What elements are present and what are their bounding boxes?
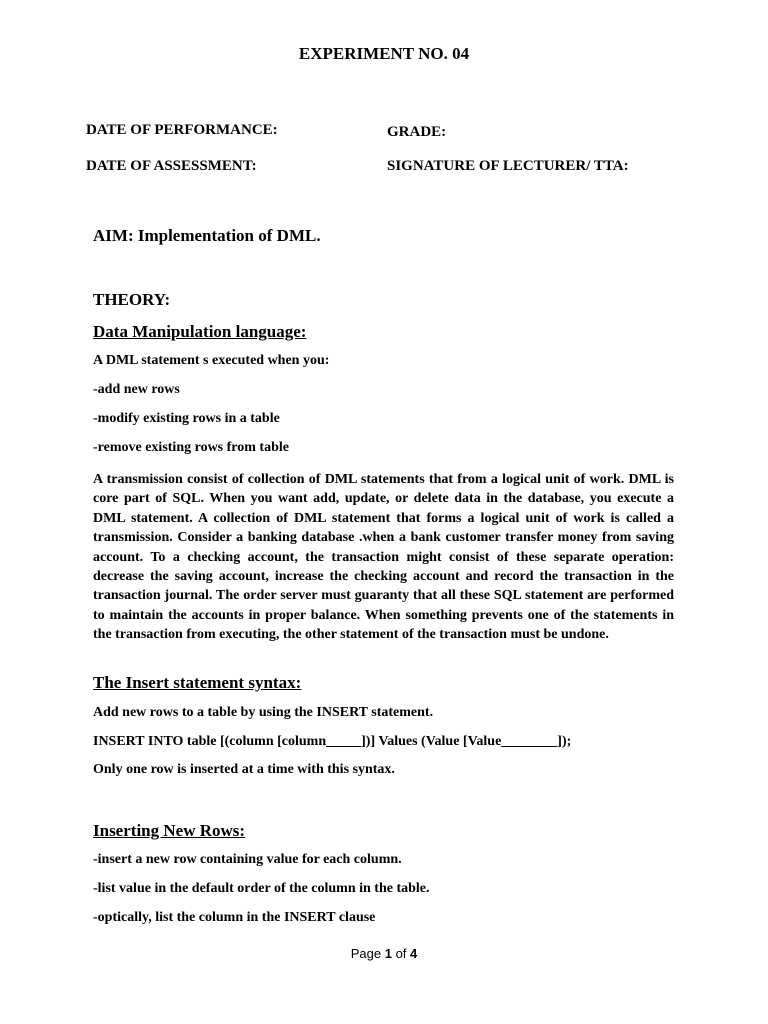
total-page-number: 4: [410, 946, 418, 961]
aim-heading: AIM: Implementation of DML.: [93, 226, 321, 245]
dml-intro: A DML statement s executed when you:: [93, 353, 330, 368]
current-page-number: 1: [384, 946, 392, 961]
page-title: EXPERIMENT NO. 04: [298, 44, 470, 63]
date-of-assessment-label: DATE OF ASSESSMENT:: [86, 158, 257, 174]
date-of-performance-label: DATE OF PERFORMANCE:: [86, 122, 278, 138]
inserting-rows-item: -list value in the default order of the column in the table.: [93, 881, 430, 896]
grade-label: GRADE:: [387, 124, 447, 140]
inserting-rows-item: -optically, list the column in the INSERT clause: [93, 910, 376, 925]
dml-heading: Data Manipulation language:: [93, 322, 307, 341]
insert-syntax-heading: The Insert statement syntax:: [93, 673, 302, 692]
insert-syntax-line: INSERT INTO table [(column [column_____])] Values (Value [Value________]);: [93, 734, 572, 749]
insert-syntax-line: Only one row is inserted at a time with this syntax.: [93, 762, 395, 777]
signature-label: SIGNATURE OF LECTURER/ TTA:: [387, 158, 629, 174]
of-word: of: [395, 946, 407, 961]
dml-paragraph: A transmission consist of collection of DML statements that from a logical unit of work. DML is core part of SQL. When you want add, update, or delete data in the database, you execute a DML statement. A collection of DML statement that forms a logical unit of work is called a transmission. Consider a banking database .when a bank customer transfer money from saving account. To a checking account, the transaction might consist of these separate operation: decrease the saving account, increase the checking account and record the transaction in the transaction journal. The order server must guaranty that all these SQL statement are performed to maintain the accounts in proper balance. When something prevents one of the statements in the transaction from executing, the other statement of the transaction must be undone.: [93, 472, 674, 643]
inserting-rows-heading: Inserting New Rows:: [93, 821, 246, 840]
inserting-rows-item: -insert a new row containing value for each column.: [93, 852, 402, 867]
page-footer: [0, 946, 768, 961]
insert-syntax-line: Add new rows to a table by using the INSERT statement.: [93, 705, 434, 720]
dml-item-add: -add new rows: [93, 382, 180, 397]
page-word: Page: [350, 946, 382, 961]
theory-heading: THEORY:: [93, 290, 171, 309]
dml-item-modify: -modify existing rows in a table: [93, 411, 280, 426]
dml-item-remove: -remove existing rows from table: [93, 440, 289, 455]
